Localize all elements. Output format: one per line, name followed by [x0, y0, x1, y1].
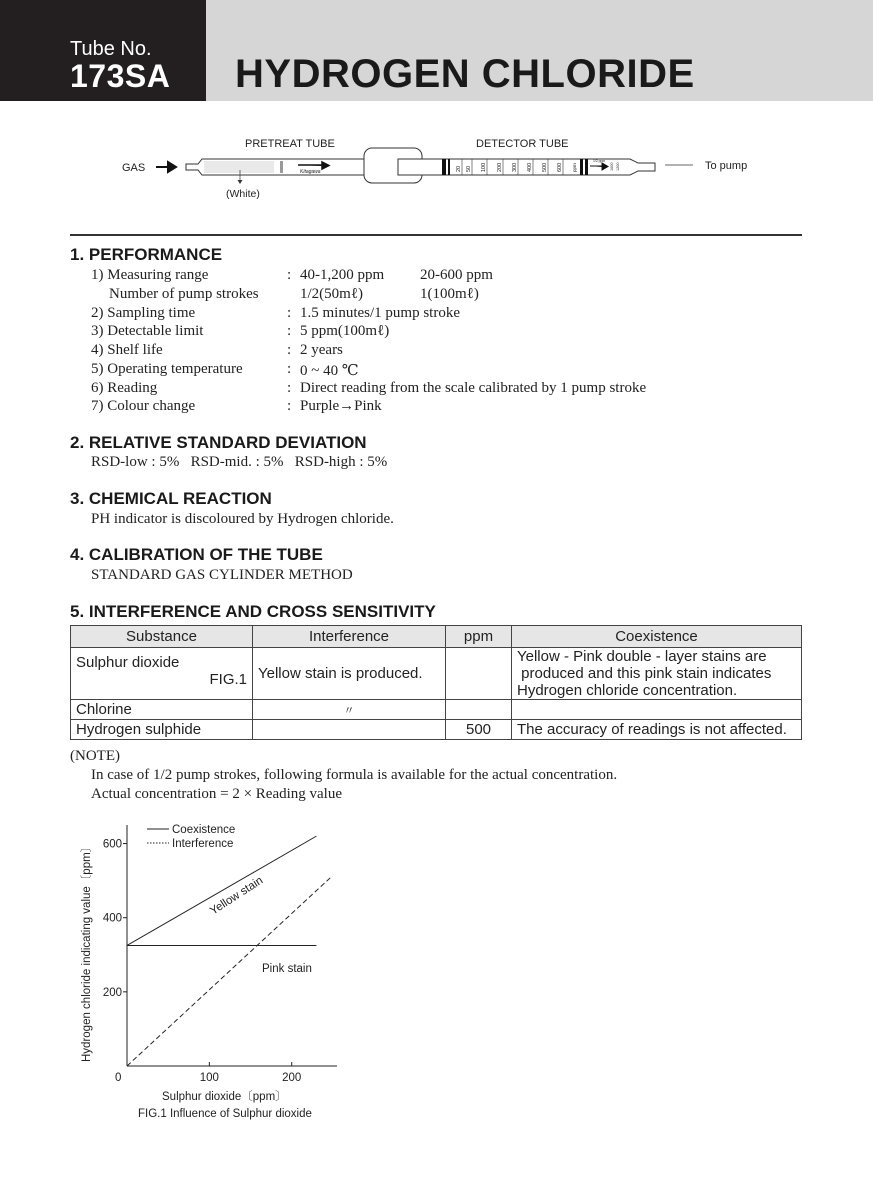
x-tick-label: 200 — [282, 1072, 302, 1084]
y-tick-label: 400 — [102, 912, 122, 925]
scale-unit-label: ppm — [572, 163, 577, 172]
rsd-text: RSD-low : 5% RSD-mid. : 5% RSD-high : 5% — [91, 454, 388, 470]
cell-interference: 〃 — [253, 700, 446, 720]
scale-small-label: 1200 — [616, 162, 620, 171]
fig1-chart — [70, 815, 360, 1125]
pretreat-label: PRETREAT TUBE — [245, 138, 335, 150]
page-title: HYDROGEN CHLORIDE — [235, 52, 695, 96]
note-line: In case of 1/2 pump strokes, following formula is available for the actual concentration. — [91, 767, 618, 783]
perf-colon: : — [287, 267, 292, 283]
perf-colon: : — [287, 380, 292, 396]
white-label: (White) — [226, 188, 260, 200]
scale-tick-label: 400 — [527, 162, 533, 172]
cell-coexistence — [512, 700, 802, 720]
coexistence-line: Hydrogen chloride concentration. — [517, 682, 738, 699]
perf-colon: : — [287, 398, 292, 414]
reaction-text: PH indicator is discoloured by Hydrogen chloride. — [91, 511, 394, 527]
tube-number: 173SA — [70, 58, 171, 94]
perf-colon: : — [287, 361, 292, 377]
fig-reference: FIG.1 — [209, 671, 247, 688]
perf-label: 7) Colour change — [91, 398, 196, 414]
section-rule — [70, 234, 802, 236]
perf-label: 4) Shelf life — [91, 342, 163, 358]
y-tick-label: 200 — [102, 986, 122, 999]
perf-label: 5) Operating temperature — [91, 361, 243, 377]
perf-colon: : — [287, 305, 292, 321]
scale-tick-label: 300 — [512, 162, 518, 172]
perf-value: 1/2(50mℓ) — [300, 286, 364, 302]
series-yellow-stain — [127, 836, 316, 945]
legend-label: Coexistence — [172, 824, 236, 836]
cell-coexistence: The accuracy of readings is not affected. — [512, 720, 802, 740]
scale-small-label: 1/2 ppm — [593, 159, 606, 163]
perf-value: Direct reading from the scale calibrated by 1 pump stroke — [300, 380, 647, 396]
performance-heading: 1. PERFORMANCE — [70, 245, 223, 264]
x-tick-label: 100 — [199, 1072, 219, 1084]
pretreat-plug — [280, 161, 283, 173]
calibration-heading: 4. CALIBRATION OF THE TUBE — [70, 545, 323, 564]
x-axis-label: Sulphur dioxide〔ppm〕 — [162, 1091, 287, 1103]
y-axis-label: Hydrogen chloride indicating value〔ppm〕 — [81, 840, 93, 1062]
perf-value: 1.5 minutes/1 pump stroke — [300, 305, 460, 321]
table-header-row — [71, 626, 802, 648]
perf-label: 6) Reading — [91, 380, 158, 396]
detector-plug — [442, 159, 446, 175]
detector-label: DETECTOR TUBE — [476, 138, 569, 150]
pump-label: To pump — [705, 160, 748, 172]
y-tick-label: 600 — [102, 838, 122, 851]
perf-value-2: 1(100mℓ) — [420, 286, 479, 302]
interference-table — [70, 625, 802, 740]
detector-end-band-2 — [585, 159, 588, 175]
pretreat-white-fill — [204, 161, 274, 173]
series-label-pink: Pink stain — [262, 963, 312, 975]
tube-diagram — [110, 130, 790, 210]
scale-tick-label: 500 — [542, 162, 548, 172]
chart-series — [127, 836, 331, 1066]
series-label-yellow: Yellow stain — [208, 874, 266, 918]
scale-small-label: 1000 — [610, 162, 614, 171]
tube-label: Tube No. — [70, 38, 152, 60]
table-row — [71, 700, 802, 720]
white-leader-arrow — [238, 180, 243, 184]
reaction-heading: 3. CHEMICAL REACTION — [70, 489, 272, 508]
brand-mark: Kitagawa — [300, 169, 321, 175]
cell-ppm — [446, 700, 512, 720]
cell-interference: Yellow stain is produced. — [253, 648, 446, 700]
gas-arrow-icon — [156, 162, 176, 172]
perf-label: 1) Measuring range — [91, 267, 209, 283]
col-ppm: ppm — [446, 626, 512, 648]
scale-tick-label: 600 — [557, 162, 563, 172]
note-label: (NOTE) — [70, 748, 120, 764]
perf-colon: : — [287, 342, 292, 358]
calibration-text: STANDARD GAS CYLINDER METHOD — [91, 567, 353, 583]
col-substance: Substance — [71, 626, 253, 648]
legend-label: Interference — [172, 838, 234, 850]
perf-value-2: 20-600 ppm — [420, 267, 493, 283]
note-line: Actual concentration = 2 × Reading value — [91, 786, 343, 802]
scale-tick-label: 100 — [481, 162, 487, 172]
scale-tick-label: 200 — [497, 162, 503, 172]
substance-name: Sulphur dioxide — [76, 654, 180, 671]
scale-tick-label: 50 — [466, 165, 472, 172]
scale-tick-label: 20 — [456, 165, 462, 172]
cell-substance — [71, 648, 253, 700]
table-row — [71, 720, 802, 740]
rsd-heading: 2. RELATIVE STANDARD DEVIATION — [70, 433, 367, 452]
perf-value: 40-1,200 ppm — [300, 267, 385, 283]
perf-value: Purple→Pink — [300, 398, 382, 414]
cell-substance: Hydrogen sulphide — [71, 720, 253, 740]
perf-value: 0 ~ 40 ℃ — [300, 363, 359, 379]
col-coexistence: Coexistence — [512, 626, 802, 648]
detector-end-band — [580, 159, 583, 175]
perf-label: 2) Sampling time — [91, 305, 196, 321]
detector-plug-2 — [448, 159, 450, 175]
gas-label: GAS — [122, 162, 146, 174]
cell-interference — [253, 720, 446, 740]
coexistence-line: produced and this pink stain indicates — [517, 665, 772, 682]
axis-ticks — [103, 839, 301, 1084]
interference-heading: 5. INTERFERENCE AND CROSS SENSITIVITY — [70, 602, 436, 621]
perf-label: 3) Detectable limit — [91, 323, 204, 339]
cell-coexistence — [512, 648, 802, 700]
table-row — [71, 648, 802, 700]
origin-label: 0 — [115, 1072, 122, 1084]
perf-colon: : — [287, 323, 292, 339]
perf-value: 2 years — [300, 342, 343, 358]
chart-caption: FIG.1 Influence of Sulphur dioxide — [138, 1108, 312, 1120]
cell-ppm: 500 — [446, 720, 512, 740]
perf-label: Number of pump strokes — [109, 286, 259, 302]
col-interference: Interference — [253, 626, 446, 648]
cell-ppm — [446, 648, 512, 700]
coexistence-line: Yellow - Pink double - layer stains are — [517, 648, 767, 665]
cell-substance: Chlorine — [71, 700, 253, 720]
perf-value: 5 ppm(100mℓ) — [300, 323, 390, 339]
